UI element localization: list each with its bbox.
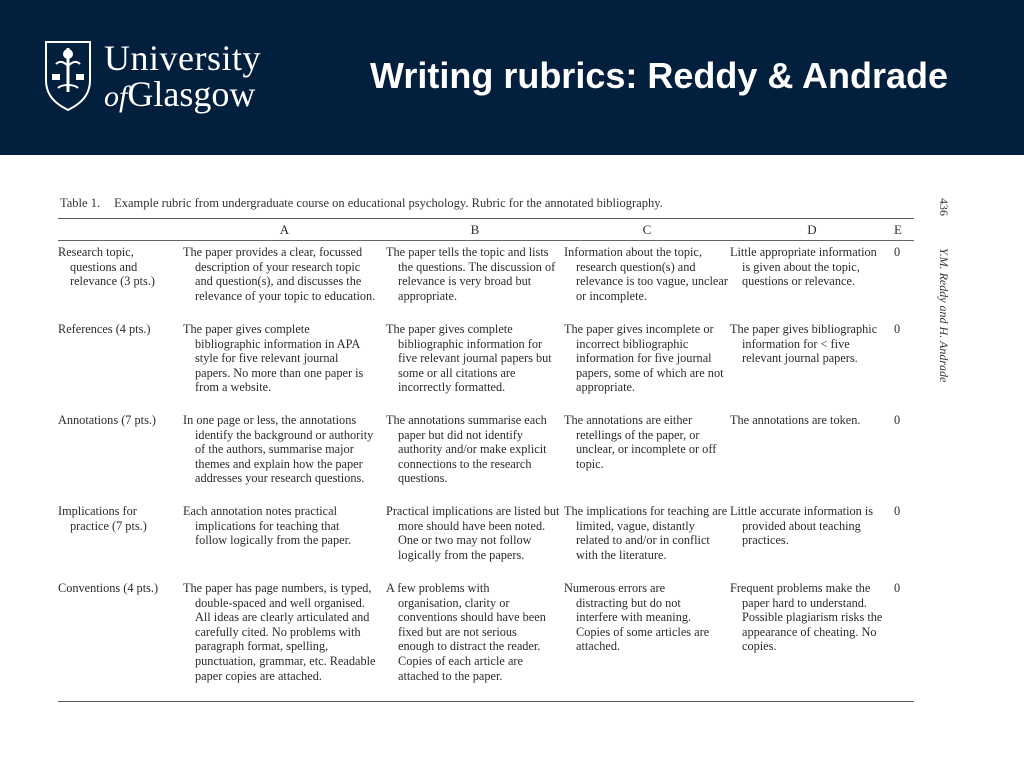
- university-name-of: of: [104, 80, 128, 113]
- level-e-cell: 0: [894, 504, 901, 518]
- university-name-line1: University: [104, 38, 261, 78]
- table-bottom-rule: [58, 701, 914, 702]
- criterion-cell: Conventions (4 pts.): [58, 581, 159, 595]
- table-caption-label: Table 1.: [60, 196, 101, 210]
- level-d-cell: The annotations are token.: [730, 413, 861, 427]
- level-c-cell: The annotations are either retellings of the paper, or unclear, or incomplete or off topic.: [564, 413, 717, 471]
- level-b-cell: The paper tells the topic and lists the questions. The discussion of relevance is very broad but appropriate.: [386, 245, 556, 303]
- criterion-cell: References (4 pts.): [58, 322, 151, 336]
- header-banner: [0, 0, 1024, 155]
- level-e-cell: 0: [894, 322, 901, 336]
- column-header-c: C: [642, 221, 652, 237]
- crest-icon: [44, 40, 92, 112]
- rubric-table: [58, 196, 914, 702]
- level-d-cell: The paper gives bibliographic information for < five relevant journal papers.: [730, 322, 878, 366]
- university-name: [104, 40, 261, 112]
- level-d-cell: Little appropriate information is given about the topic, questions or relevance.: [730, 245, 877, 289]
- table-row: [58, 318, 914, 409]
- level-c-cell: Numerous errors are distracting but do not interfere with meaning. Copies of some articles are attached.: [564, 581, 710, 654]
- table-caption: [58, 196, 914, 218]
- table-row: [58, 577, 914, 697]
- table-header-row: [58, 219, 914, 241]
- level-a-cell: In one page or less, the annotations identify the background or authority of the authors, summarise major themes and explain how the paper addresses your research questions.: [183, 413, 374, 486]
- table-caption-text: Example rubric from undergraduate course on educational psychology. Rubric for the annotated bibliography.: [114, 196, 663, 210]
- running-head-authors: Y.M. Reddy and H. Andrade: [937, 248, 951, 383]
- level-e-cell: 0: [894, 413, 901, 427]
- criterion-cell: Research topic, questions and relevance (3 pts.): [58, 245, 156, 289]
- column-header-b: B: [470, 221, 480, 237]
- level-c-cell: Information about the topic, research question(s) and relevance is too vague, unclear or incomplete.: [564, 245, 728, 303]
- level-a-cell: The paper gives complete bibliographic information in APA style for five relevant journal papers. No more than one paper is from a website.: [183, 322, 364, 395]
- table-row: [58, 241, 914, 318]
- level-b-cell: Practical implications are listed but more should have been noted. One or two may not follow logically from the papers.: [386, 504, 560, 562]
- level-d-cell: Frequent problems make the paper hard to understand. Possible plagiarism risks the appearance of cheating. No copies.: [730, 581, 883, 654]
- slide-title: Writing rubrics: Reddy & Andrade: [370, 55, 949, 96]
- criterion-cell: Implications for practice (7 pts.): [58, 504, 147, 533]
- university-name-glasgow: Glasgow: [127, 74, 256, 114]
- page-number: 436: [937, 198, 951, 216]
- table-row: [58, 500, 914, 577]
- level-b-cell: A few problems with organisation, clarity or conventions should have been fixed but are not serious enough to distract the reader. Copies of each article are attached to the paper.: [386, 581, 546, 683]
- table-row: [58, 409, 914, 500]
- level-d-cell: Little accurate information is provided about teaching practices.: [730, 504, 874, 548]
- level-b-cell: The paper gives complete bibliographic information for five relevant journal papers but some or all citations are incorrectly formatted.: [386, 322, 552, 395]
- level-a-cell: Each annotation notes practical implications for teaching that follow logically from the paper.: [183, 504, 352, 548]
- column-header-e: E: [894, 221, 902, 237]
- level-a-cell: The paper has page numbers, is typed, double-spaced and well organised. All ideas are clearly articulated and carefully cited. No problems with paragraph format, spelling, punctuation, grammar, etc. Readable paper copies are attached.: [183, 581, 376, 683]
- column-header-d: D: [807, 221, 817, 237]
- criterion-cell: Annotations (7 pts.): [58, 413, 157, 427]
- level-c-cell: The paper gives incomplete or incorrect bibliographic information for five journal papers, some of which are not appropriate.: [564, 322, 724, 395]
- level-b-cell: The annotations summarise each paper but did not identify authority and/or make explicit connections to the research questions.: [386, 413, 547, 486]
- university-logo: [44, 40, 269, 114]
- level-a-cell: The paper provides a clear, focussed description of your research topic and question(s), and discusses the relevance of your topic to education.: [183, 245, 376, 303]
- level-e-cell: 0: [894, 581, 901, 595]
- level-c-cell: The implications for teaching are limited, vague, distantly related to and/or in conflict with the literature.: [564, 504, 728, 562]
- level-e-cell: 0: [894, 245, 901, 259]
- university-name-line2: [104, 76, 261, 112]
- column-header-a: A: [279, 221, 290, 237]
